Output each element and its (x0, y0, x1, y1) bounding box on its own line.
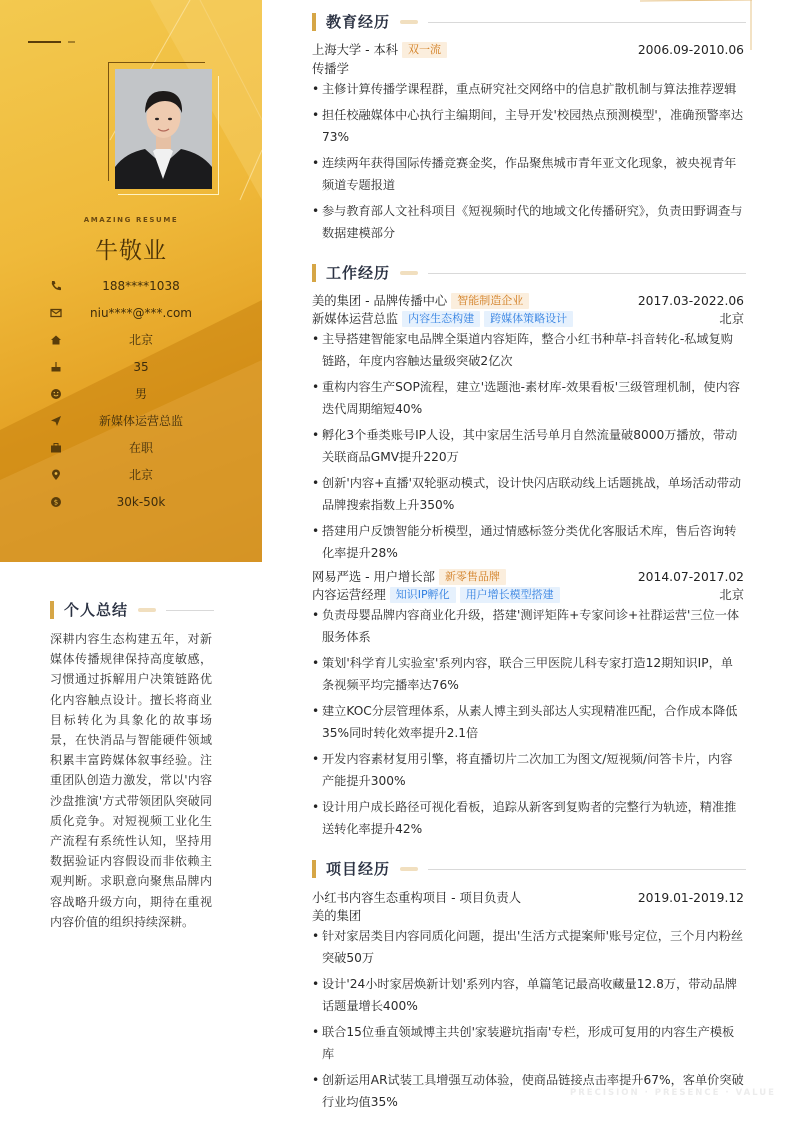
list-item: • 连续两年获得国际传播竞赛金奖，作品聚焦城市青年亚文化现象，被央视青年频道专题报道 (312, 152, 744, 196)
project-name: 小红书内容生态重构项目 - 项目负责人 (312, 891, 522, 905)
job-role: 内容运营经理 (312, 588, 386, 602)
list-item: • 创新'内容+直播'双轮驱动模式，设计快闪店联动线上话题挑战，单场活动带动品牌搜索指数上升350% (312, 472, 744, 516)
job-period: 2014.07-2017.02 (637, 570, 744, 584)
info-value: 北京 (128, 468, 153, 482)
info-value: niu****@***.com (90, 306, 192, 320)
section-divider (428, 22, 746, 23)
company-name: 美的集团 - 品牌传播中心 (312, 294, 448, 308)
project-org-row (312, 907, 744, 925)
job-city: 北京 (719, 312, 744, 326)
section-title: 项目经历 (326, 860, 391, 878)
project-period: 2019.01-2019.12 (637, 891, 744, 905)
project-org: 美的集团 (312, 909, 362, 923)
school-tag: 双一流 (402, 42, 447, 58)
info-value: 188****1038 (102, 279, 180, 293)
info-value: 新媒体运营总监 (98, 414, 183, 428)
section-title: 工作经历 (326, 264, 391, 282)
info-salary (50, 493, 230, 511)
list-item: • 建立KOC分层管理体系，从素人博主到头部达人实现精准匹配，合作成本降低35%同时转化效率提升2.1倍 (312, 700, 744, 744)
section-divider-pill (400, 271, 418, 275)
section-accent-bar (312, 264, 316, 282)
list-item: • 创新运用AR试装工具增强互动体验，使商品链接点击率提升67%，客单价突破行业均值35% (312, 1069, 744, 1113)
company-tag: 智能制造企业 (451, 293, 529, 309)
job-role-row (312, 586, 744, 604)
info-value: 男 (134, 387, 147, 401)
section-accent-bar (50, 601, 54, 619)
education-major-row (312, 60, 744, 78)
info-value: 在职 (128, 441, 153, 455)
list-item: • 设计'24小时家居焕新计划'系列内容，单篇笔记最高收藏量12.8万，带动品牌话题量增长400% (312, 973, 744, 1017)
job-company-row (312, 568, 744, 586)
svg-text:$: $ (53, 498, 59, 507)
job-role-row (312, 310, 744, 328)
role-tag: 跨媒体策略设计 (484, 311, 573, 327)
section-accent-bar (312, 860, 316, 878)
project-row (312, 889, 744, 907)
section-title: 教育经历 (326, 13, 391, 31)
education-period: 2006.09-2010.06 (637, 43, 744, 57)
list-item: • 针对家居类目内容同质化问题，提出'生活方式提案师'账号定位，三个月内粉丝突破50万 (312, 925, 744, 969)
info-status (50, 439, 230, 457)
section-accent-bar (312, 13, 316, 31)
decorative-dash (28, 32, 88, 51)
list-item: • 孵化3个垂类账号IP人设，其中家居生活号单月自然流量破8000万播放，带动关联商品GMV提升220万 (312, 424, 744, 468)
section-divider (428, 869, 746, 870)
list-item: • 搭建用户反馈智能分析模型，通过情感标签分类优化客服话术库，售后咨询转化率提升28% (312, 520, 744, 564)
job-company-row (312, 292, 744, 310)
avatar (115, 69, 212, 189)
list-item: • 主修计算传播学课程群，重点研究社交网络中的信息扩散机制与算法推荐逻辑 (312, 78, 744, 100)
list-item: • 开发内容素材复用引擎，将直播切片二次加工为图文/短视频/问答卡片，内容产能提升300% (312, 748, 744, 792)
footer-motto: PRECISION · PRESENCE · VALUE (570, 1088, 776, 1098)
location-pin-icon (50, 469, 62, 481)
phone-icon (50, 280, 62, 292)
money-icon (50, 496, 62, 508)
list-item: • 策划'科学育儿实验室'系列内容，联合三甲医院儿科专家打造12期知识IP，单条视频平均完播率达76% (312, 652, 744, 696)
job-city: 北京 (719, 588, 744, 602)
info-age (50, 358, 230, 376)
job-role: 新媒体运营总监 (312, 312, 399, 326)
send-icon (50, 415, 62, 427)
list-item: • 担任校融媒体中心执行主编期间，主导开发'校园热点预测模型'，准确预警率达73% (312, 104, 744, 148)
company-tag: 新零售品牌 (439, 569, 506, 585)
section-divider-pill (400, 867, 418, 871)
info-email (50, 304, 230, 322)
job-period: 2017.03-2022.06 (637, 294, 744, 308)
list-item: • 参与教育部人文社科项目《短视频时代的地域文化传播研究》，负责田野调查与数据建模部分 (312, 200, 744, 244)
list-item: • 主导搭建智能家电品牌全渠道内容矩阵，整合小红书种草-抖音转化-私域复购链路，年度内容触达量级突破2亿次 (312, 328, 744, 372)
info-value: 北京 (128, 333, 153, 347)
section-divider (428, 273, 746, 274)
role-tag: 内容生态构建 (402, 311, 480, 327)
resume-tagline: AMAZING RESUME (83, 216, 179, 224)
home-icon (50, 334, 62, 346)
list-item: • 重构内容生产SOP流程，建立'选题池-素材库-效果看板'三级管理机制，使内容迭代周期缩短40% (312, 376, 744, 420)
list-item: • 联合15位垂直领域博主共创'家装避坑指南'专栏，形成可复用的内容生产模板库 (312, 1021, 744, 1065)
info-gender (50, 385, 230, 403)
cake-icon (50, 361, 62, 373)
education-bullets (312, 78, 744, 248)
job-bullets (312, 328, 744, 568)
section-divider-pill (138, 608, 156, 612)
education-header (312, 12, 752, 32)
role-tag: 用户增长模型搭建 (460, 587, 560, 603)
info-value: 30k-50k (116, 495, 166, 509)
job-bullets (312, 604, 744, 844)
company-name: 网易严选 - 用户增长部 (312, 570, 435, 584)
section-divider-pill (400, 20, 418, 24)
candidate-name: 牛敬业 (95, 238, 167, 264)
projects-header (312, 859, 752, 879)
info-phone (50, 277, 230, 295)
mail-icon (50, 307, 62, 319)
school-name: 上海大学 - 本科 (312, 43, 399, 57)
list-item: • 设计用户成长路径可视化看板，追踪从新客到复购者的完整行为轨迹，精准推送转化率提升42% (312, 796, 744, 840)
major: 传播学 (312, 62, 349, 76)
briefcase-icon (50, 442, 62, 454)
education-school-row (312, 41, 744, 59)
list-item: • 负责母婴品牌内容商业化升级，搭建'测评矩阵+专家问诊+社群运营'三位一体服务体系 (312, 604, 744, 648)
info-value: 35 (133, 360, 149, 374)
section-title: 个人总结 (64, 601, 129, 619)
info-home (50, 331, 230, 349)
smile-icon (50, 388, 62, 400)
summary-header (50, 600, 220, 620)
work-header (312, 263, 752, 283)
section-divider (166, 610, 214, 611)
info-position (50, 412, 230, 430)
role-tag: 知识IP孵化 (390, 587, 456, 603)
summary-text: 深耕内容生态构建五年，对新媒体传播规律保持高度敏感，习惯通过拆解用户决策链路优化内容触点设计。擅长将商业目标转化为具象化的故事场景，在快消品与智能硬件领域积累丰富跨媒体叙事经验。注重团队创造力激发，常以'内容沙盘推演'方式带领团队突破同质化竞争。对短视频工业化生产流程有系统性认知，坚持用数据验证内容假设而非依赖主观判断。求职意向聚焦品牌内容战略升级方向，期待在重视内容价值的组织持续深耕。 (50, 632, 212, 929)
info-location (50, 466, 230, 484)
